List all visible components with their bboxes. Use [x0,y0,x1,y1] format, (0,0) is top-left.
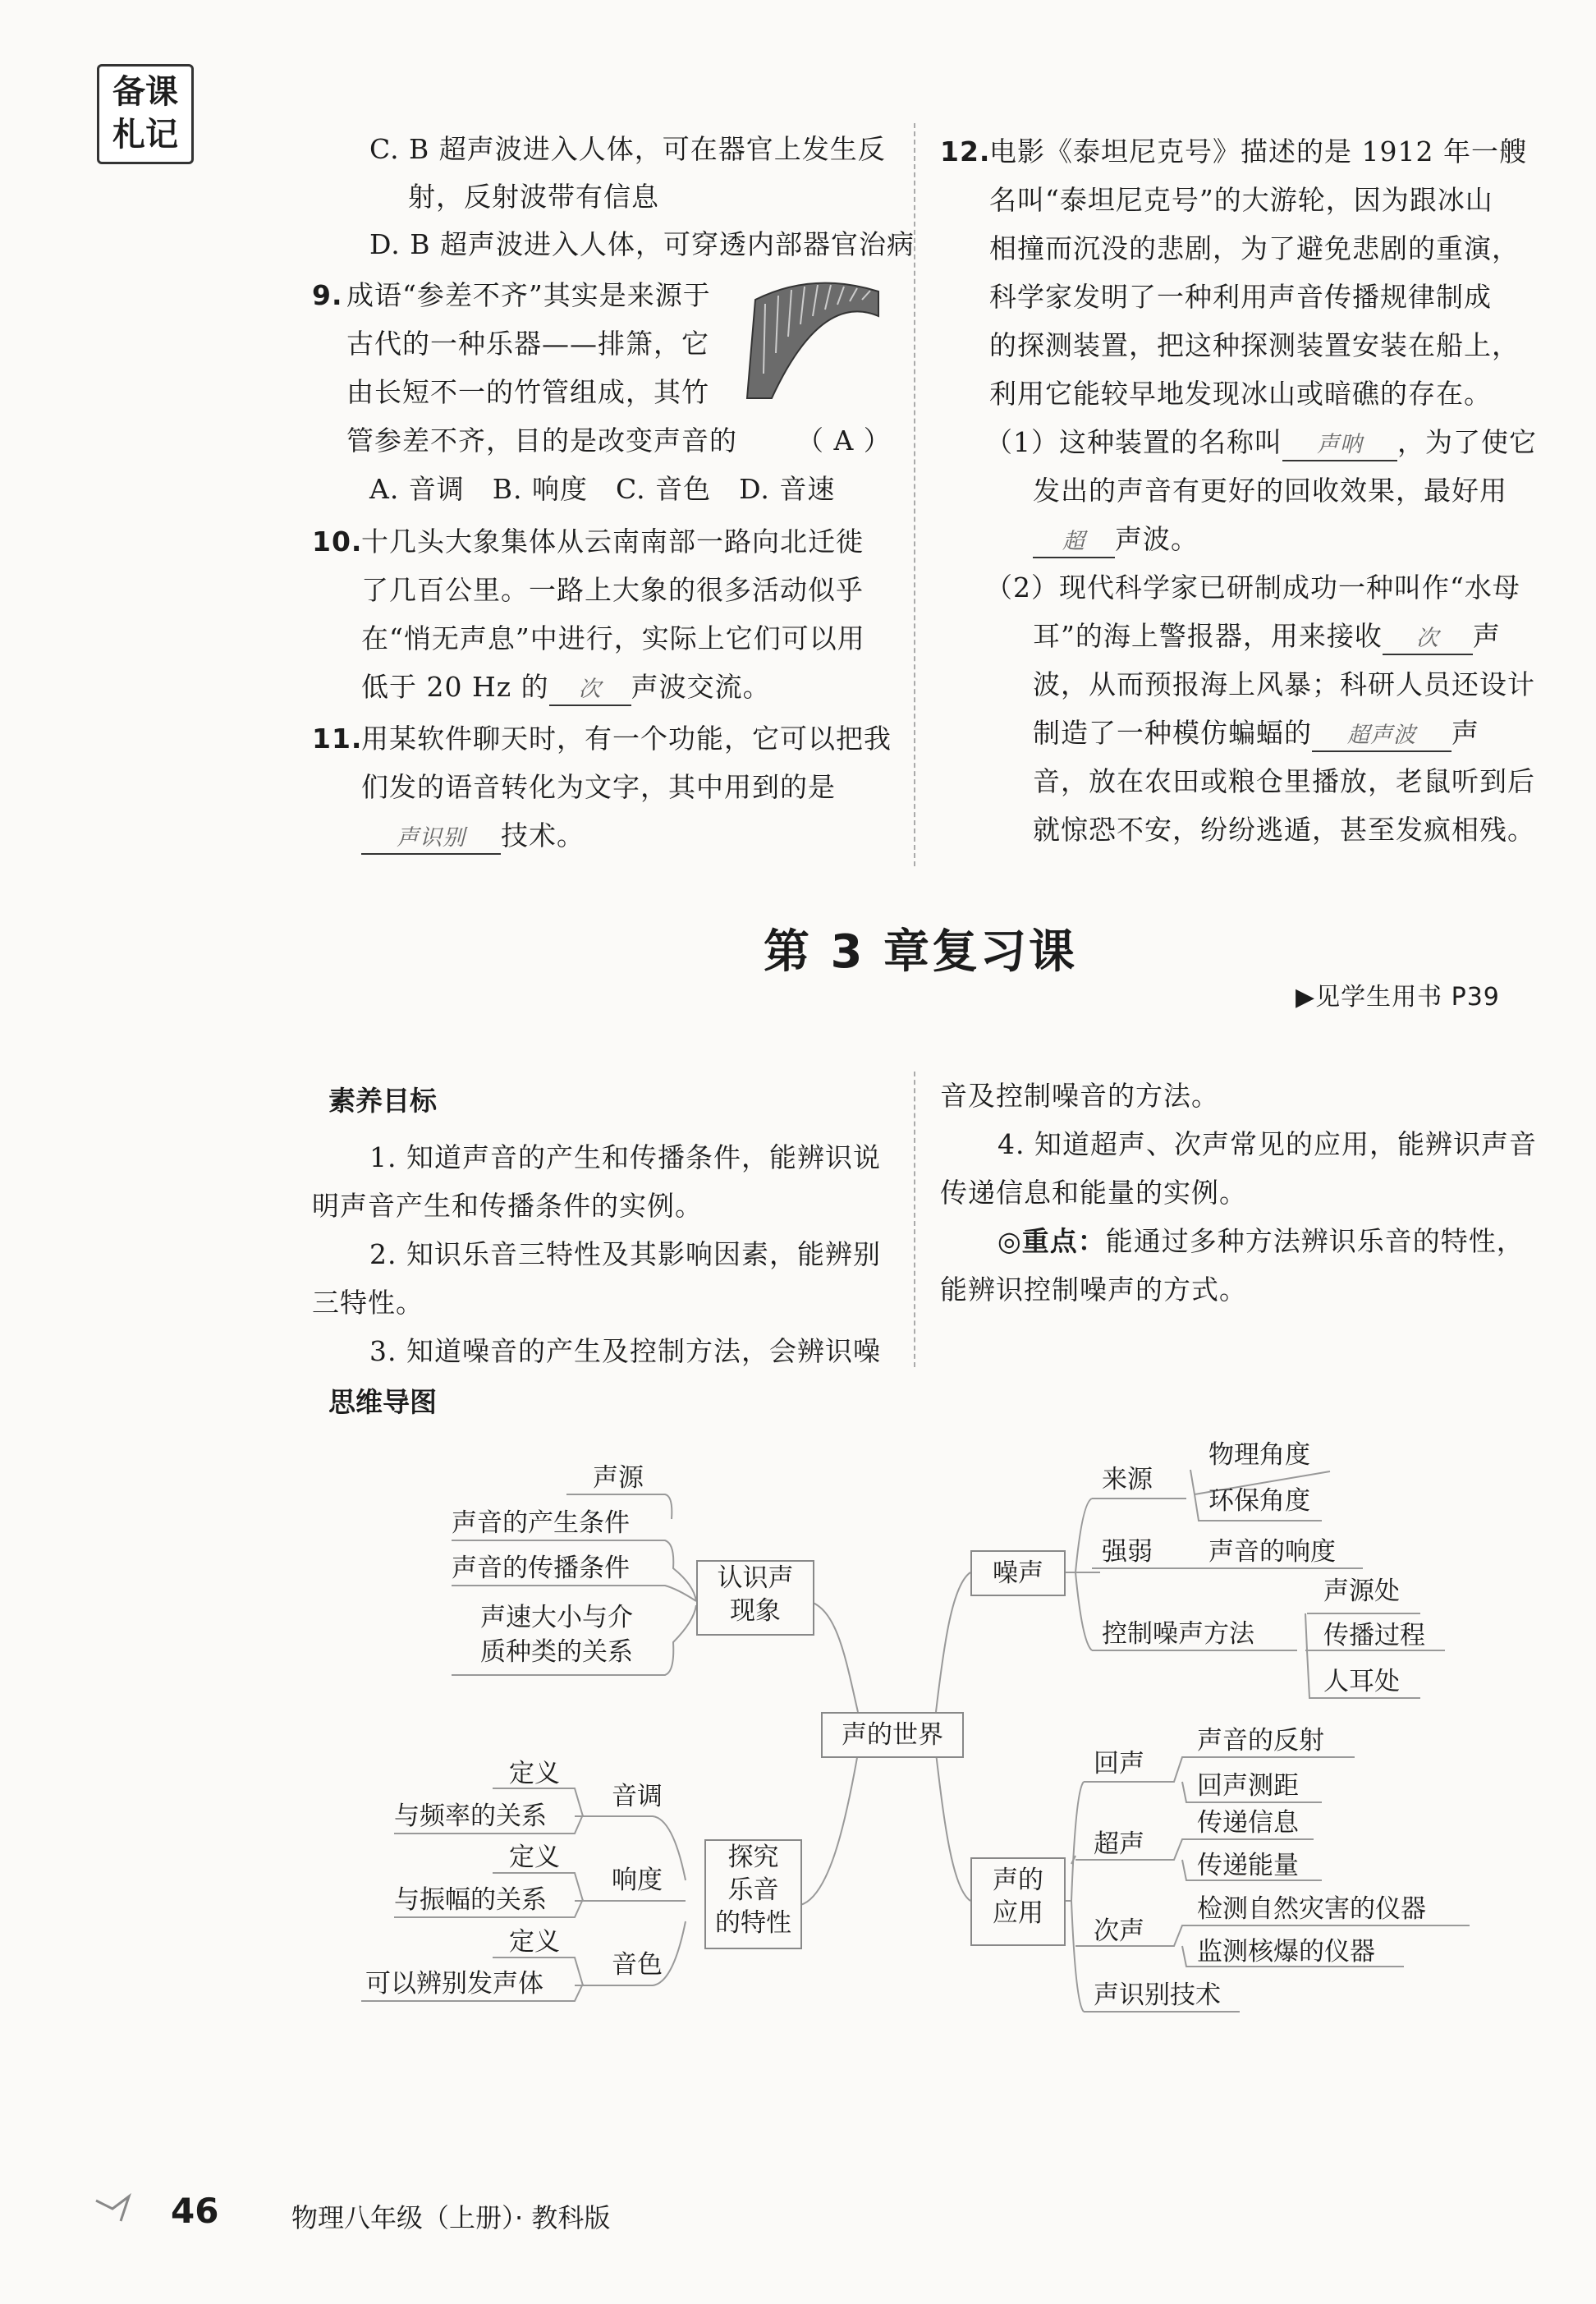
tanjiu-item: 可以辨别发声体 [365,1969,543,1999]
mindmap-branch-renshi [696,1560,814,1636]
question-12-part2-line1: （2）现代科学家已研制成功一种叫作“水母 [985,571,1520,604]
mindmap-center: 声的世界 [821,1712,964,1758]
badge-line1: 备课 [112,73,178,111]
question-11-blank: 声识别 [361,824,501,855]
question-12-part2-line3: 波，从而预报海上风暴；科研人员还设计 [1033,668,1535,700]
goal-line: 三特性。 [312,1287,424,1319]
zaosheng-item: 传播过程 [1323,1621,1425,1650]
question-11-line: 们发的语音转化为文字，其中用到的是 [361,771,836,803]
key-points-text: 能通过多种方法辨识乐音的特性， [1105,1225,1525,1257]
yingyong-item: 回声测距 [1197,1771,1299,1801]
goal-line: 传递信息和能量的实例。 [940,1177,1247,1209]
goal-line: 4. 知道超声、次声常见的应用，能辨识声音 [998,1128,1537,1160]
renshi-item: 质种类的关系 [480,1637,633,1667]
question-12-line: 的探测装置，把这种探测装置安装在船上， [989,329,1520,361]
part1-post: ，为了使它 [1397,426,1537,458]
yingyong-sub: 声识别技术 [1094,1980,1221,2010]
option-d: D. B 超声波进入人体，可穿透内部器官治病 [369,228,915,260]
zaosheng-item: 物理角度 [1208,1440,1310,1470]
tanjiu-group-name: 音调 [612,1782,663,1811]
goal-line: 2. 知识乐音三特性及其影响因素，能辨别 [369,1238,881,1270]
question-10-line: 十几头大象集体从云南南部一路向北迁徙 [361,526,864,558]
renshi-item: 声速大小与介 [480,1603,633,1632]
question-12-part2-line6: 就惊恐不安，纷纷逃遁，甚至发疯相残。 [1033,814,1535,846]
mindmap-branch-yingyong [970,1857,1066,1946]
tanjiu-group-name: 音色 [612,1950,663,1980]
yingyong-label-line: 声的 [993,1866,1043,1895]
part2-blank4: 超声波 [1312,721,1452,752]
question-12-part1-line2: 发出的声音有更好的回收效果，最好用 [1033,475,1507,507]
question-9-options: A. 音调 B. 响度 C. 音色 D. 音速 [369,473,836,505]
yingyong-label-line: 应用 [993,1898,1043,1928]
part2-blank: 次 [1383,624,1473,655]
part2-pre4: 制造了一种模仿蝙蝠的 [1033,717,1312,749]
chapter-title: 第 3 章复习课 [764,925,1077,979]
renshi-item: 声源 [593,1463,644,1493]
question-9-answer: （ A ） [796,425,892,457]
goal-line: 1. 知道声音的产生和传播条件，能辨识说 [369,1141,881,1173]
question-12-line: 名叫“泰坦尼克号”的大游轮，因为跟冰山 [989,184,1493,216]
tanjiu-item: 与频率的关系 [394,1801,547,1831]
badge-line2: 札记 [112,116,178,154]
goal-line: 音及控制噪音的方法。 [940,1080,1219,1112]
option-c-line1: C. B 超声波进入人体，可在器官上发生反 [369,133,886,165]
key-points-line2: 能辨识控制噪声的方式。 [940,1274,1247,1306]
goal-line: 3. 知道噪音的产生及控制方法，会辨识噪 [369,1335,881,1367]
question-10-number: 10. [312,526,363,558]
zaosheng-sub: 控制噪声方法 [1102,1619,1254,1649]
question-10-blank: 次 [549,675,631,706]
option-c-line2: 射，反射波带有信息 [408,181,659,213]
question-12-part2-line5: 音，放在农田或粮仓里播放，老鼠听到后 [1033,765,1535,797]
tanjiu-group-name: 响度 [612,1866,663,1895]
part2-post4: 声 [1452,717,1479,749]
student-book-ref: ▶见学生用书 P39 [1296,983,1500,1012]
zaosheng-sub: 来源 [1102,1465,1153,1494]
tanjiu-item: 定义 [509,1843,560,1872]
question-10-pre: 低于 20 Hz 的 [361,671,549,703]
mindmap-branch-zaosheng: 噪声 [970,1550,1066,1596]
mindmap-branch-tanjiu [704,1839,802,1949]
part2-pre: 耳”的海上警报器，用来接收 [1033,620,1383,652]
renshi-item: 声音的传播条件 [452,1554,630,1583]
page-number: 46 [171,2191,219,2231]
question-9-line: 成语“参差不齐”其实是来源于 [346,279,711,311]
question-11-line: 用某软件聊天时，有一个功能，它可以把我 [361,723,892,755]
question-12-number: 12. [940,135,991,168]
question-9-line: 古代的一种乐器——排箫，它 [346,328,709,360]
zaosheng-item: 人耳处 [1323,1667,1400,1696]
part2-post: 声 [1472,620,1501,652]
tanjiu-label-line: 乐音 [727,1875,779,1905]
yingyong-item: 声音的反射 [1197,1726,1324,1756]
part1-blank2: 超 [1033,527,1115,558]
part1-blank: 声呐 [1282,430,1397,461]
question-12-line: 电影《泰坦尼克号》描述的是 1912 年一艘 [989,135,1527,168]
question-11-post: 技术。 [501,819,585,851]
question-12-line: 利用它能较早地发现冰山或暗礁的存在。 [989,378,1492,410]
zaosheng-item: 声源处 [1323,1577,1400,1606]
yingyong-item: 传递信息 [1197,1808,1299,1838]
part1-pre: （1）这种装置的名称叫 [985,426,1282,458]
tanjiu-item: 定义 [509,1927,560,1957]
renshi-label-line: 认识声 [717,1563,794,1593]
footer-ornament [92,2192,141,2225]
zaosheng-item: 声音的响度 [1208,1537,1336,1567]
goals-heading: 素养目标 [328,1085,437,1117]
yingyong-item: 检测自然灾害的仪器 [1197,1894,1426,1924]
question-9-line: 管参差不齐，目的是改变声音的 [346,425,737,457]
renshi-item: 声音的产生条件 [452,1508,630,1538]
question-9-number: 9. [312,279,343,311]
tanjiu-label-line: 的特性 [715,1908,791,1938]
tanjiu-label-line: 探究 [727,1843,779,1872]
question-10-line: 了几百公里。一路上大象的很多活动似乎 [361,574,864,606]
yingyong-sub: 回声 [1094,1749,1144,1778]
question-12-line: 相撞而沉没的悲剧，为了避免悲剧的重演， [989,232,1520,264]
yingyong-item: 传递能量 [1197,1851,1299,1880]
part1-post2: 声波。 [1115,523,1199,555]
zaosheng-item: 环保角度 [1208,1486,1310,1516]
question-10-line: 在“悄无声息”中进行，实际上它们可以用 [361,622,865,654]
yingyong-sub: 次声 [1094,1916,1144,1946]
renshi-label-line: 现象 [730,1596,781,1626]
tanjiu-item: 定义 [509,1759,560,1788]
question-12-line: 科学家发明了一种利用声音传播规律制成 [989,281,1492,313]
question-9-line: 由长短不一的竹管组成，其竹 [346,376,709,408]
zaosheng-sub: 强弱 [1102,1537,1153,1567]
book-title: 物理八年级（上册）· 教科版 [291,2202,611,2233]
tanjiu-item: 与振幅的关系 [394,1885,547,1915]
yingyong-sub: 超声 [1094,1829,1144,1859]
yingyong-item: 监测核爆的仪器 [1197,1937,1375,1967]
key-points-label: ◎重点： [998,1225,1106,1257]
mindmap-heading: 思维导图 [328,1386,437,1418]
question-10-post: 声波交流。 [631,671,771,703]
goal-line: 明声音产生和传播条件的实例。 [312,1190,703,1222]
question-11-number: 11. [312,723,363,755]
